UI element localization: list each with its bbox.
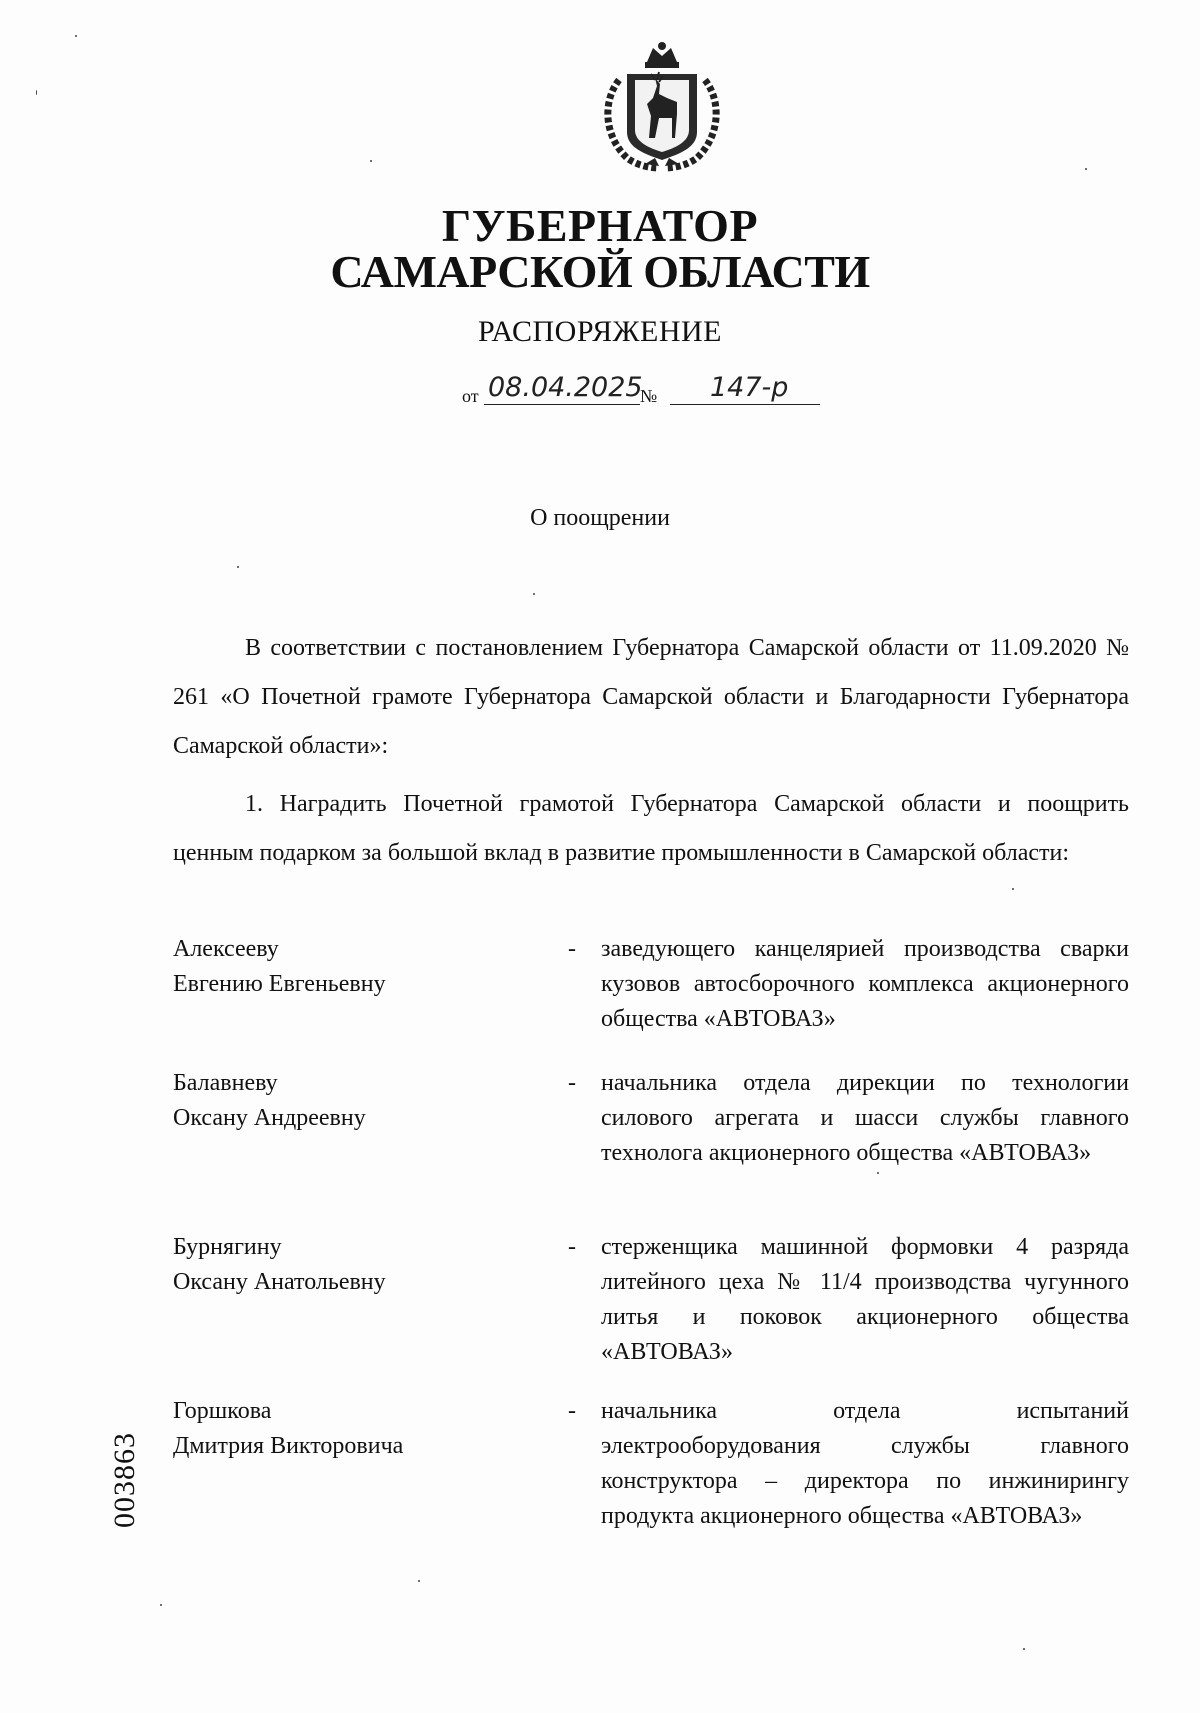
document-date: 08.04.2025 <box>488 372 643 403</box>
document-date-line <box>462 372 862 412</box>
awardee-dash: - <box>568 936 576 962</box>
document-type: РАСПОРЯЖЕНИЕ <box>477 315 723 348</box>
page-title-line2: САМАРСКОЙ ОБЛАСТИ <box>330 246 870 297</box>
awardee-position: заведующего канцелярией производства сварки кузовов автосборочного комплекса акционерного общества «АВТОВАЗ» <box>601 936 1129 1032</box>
date-from-label: от <box>462 386 479 406</box>
document-subject: О поощрении <box>530 505 670 531</box>
samara-coat-of-arms-icon <box>597 40 727 172</box>
awardee-name <box>173 1394 553 1464</box>
awardee-name <box>173 932 553 1002</box>
awardee-name <box>173 1230 553 1300</box>
awardee-surname: Балавневу <box>173 1070 278 1096</box>
number-label: № <box>640 386 658 406</box>
awardee-surname: Алексееву <box>173 936 279 962</box>
awardee-surname: Бурнягину <box>173 1234 282 1260</box>
preamble-paragraph: В соответствии с постановлением Губернатора Самарской области от 11.09.2020 № 261 «О Почетной грамоте Губернатора Самарской области и Благодарности Губернатора Самарской области»: <box>173 635 1129 759</box>
awardee-position: стерженщика машинной формовки 4 разряда литейного цеха № 11/4 производства чугунного литья и поковок акционерного общества «АВТОВАЗ» <box>601 1234 1129 1365</box>
serial-number-stamp: 003863 <box>108 1432 141 1528</box>
awardee-position: начальника отдела испытаний электрооборудования службы главного конструктора – директора по инжинирингу продукта акционерного общества «АВТОВАЗ» <box>601 1398 1129 1529</box>
award-paragraph: 1. Наградить Почетной грамотой Губернатора Самарской области и поощрить ценным подарком за большой вклад в развитие промышленности в Самарской области: <box>173 791 1129 866</box>
awardee-given-names: Оксану Андреевну <box>173 1105 366 1131</box>
awardee-given-names: Евгению Евгеньевну <box>173 971 386 997</box>
awardee-name <box>173 1066 553 1136</box>
awardee-given-names: Оксану Анатольевну <box>173 1269 386 1295</box>
awardee-dash: - <box>568 1398 576 1424</box>
awardee-given-names: Дмитрия Викторовича <box>173 1433 404 1459</box>
awardee-dash: - <box>568 1070 576 1096</box>
document-number: 147-р <box>710 372 789 403</box>
awardee-dash: - <box>568 1234 576 1260</box>
awardee-position: начальника отдела дирекции по технологии силового агрегата и шасси службы главного технолога акционерного общества «АВТОВАЗ» <box>601 1070 1129 1166</box>
awardee-surname: Горшкова <box>173 1398 272 1424</box>
page-title-line1: ГУБЕРНАТОР <box>441 200 759 251</box>
